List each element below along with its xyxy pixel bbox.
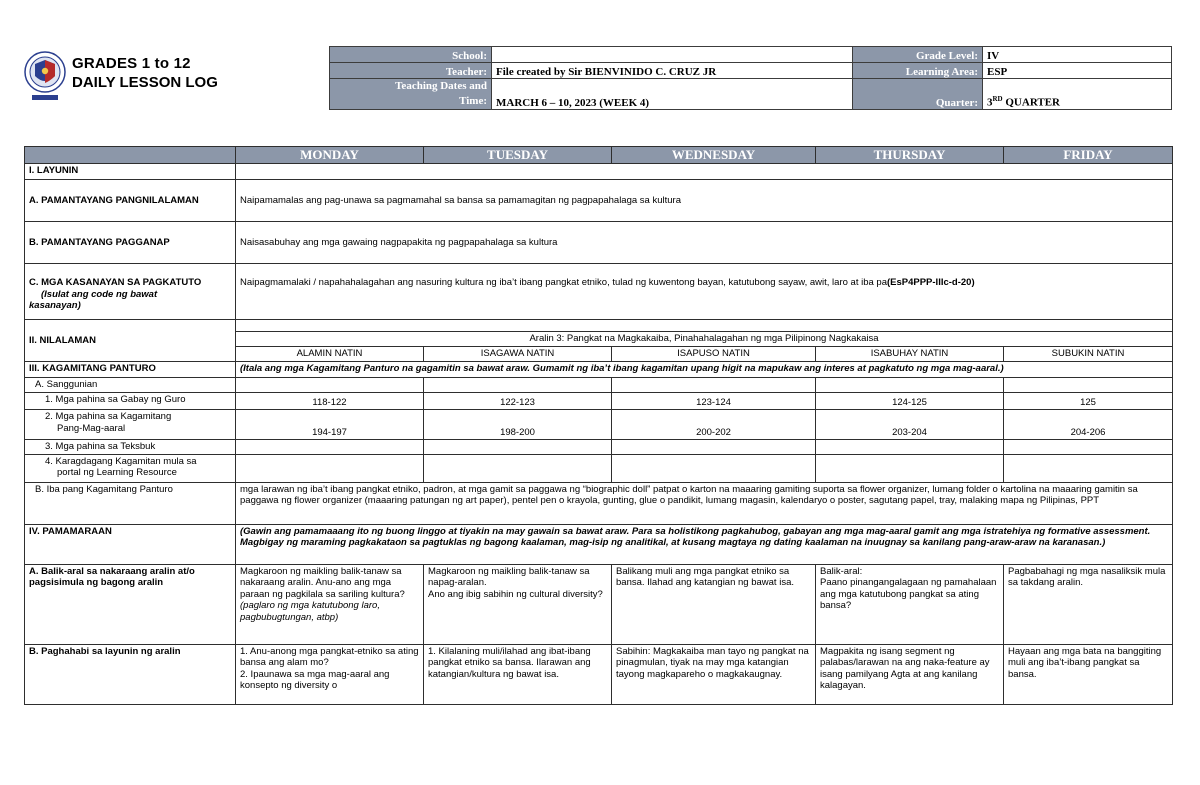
pamantayang-pangnilalaman-label: A. PAMANTAYANG PANGNILALAMAN [25, 180, 236, 222]
subhead-isapuso: ISAPUSO NATIN [612, 347, 816, 362]
paghahabi-mon-line1: 1. Anu-anong mga pangkat-etniko sa ating bansa ang alam mo? [240, 645, 419, 668]
pamantayang-pagganap-text: Naisasabuhay ang mga gawaing nagpapakita ng pagpapahalaga sa kultura [236, 222, 1173, 264]
gabay-thu: 124-125 [816, 393, 1004, 410]
header-info-table [329, 46, 1172, 110]
teaching-dates-label [330, 79, 492, 110]
table-row [25, 378, 1173, 393]
gabay-tue: 122-123 [424, 393, 612, 410]
balik-aral-thu [816, 564, 1004, 644]
balik-aral-mon [236, 564, 424, 644]
table-row [25, 164, 1173, 180]
table-cell [816, 378, 1004, 393]
teaching-dates-label-line1: Teaching Dates and [395, 80, 487, 92]
table-row [25, 222, 1173, 264]
table-row [25, 454, 1173, 482]
table-row [25, 524, 1173, 564]
layunin-label: I. LAYUNIN [25, 164, 236, 180]
days-header-row [25, 147, 1173, 164]
pamamaraan-label: IV. PAMAMARAAN [25, 524, 236, 564]
table-cell [1004, 454, 1173, 482]
balik-aral-thu-line1: Balik-aral: [820, 565, 863, 577]
quarter-value [983, 79, 1172, 110]
paghahabi-mon [236, 644, 424, 704]
kagamitang-wed: 200-202 [612, 410, 816, 440]
balik-aral-mon-italic: (paglaro ng mga katutubong laro, pagbubugtungan, atbp) [240, 600, 380, 623]
table-cell [612, 454, 816, 482]
doc-title-line1: GRADES 1 to 12 [72, 55, 191, 72]
balik-aral-tue-line1: Magkaroon ng maikling balik-tanaw sa napag-aralan. [428, 565, 590, 588]
table-row [25, 264, 1173, 320]
table-row [25, 440, 1173, 455]
table-cell [424, 378, 612, 393]
karagdagan-label [25, 454, 236, 482]
quarter-word: QUARTER [1002, 97, 1060, 109]
kagamitang-mon: 194-197 [236, 410, 424, 440]
paghahabi-mon-line2: 2. Ipaunawa sa mga mag-aaral ang konsepto ng diversity o [240, 668, 390, 691]
grade-level-value: IV [983, 47, 1172, 63]
kagamitang-label [25, 410, 236, 440]
aralin-title: Aralin 3: Pangkat na Magkakaiba, Pinahahalagahan ng mga Pilipinong Nagkakaisa [236, 332, 1173, 347]
kagamitan-label: III. KAGAMITANG PANTURO [25, 362, 236, 378]
pamamaraan-note: (Gawin ang pamamaaang ito ng buong linggo at tiyakin na may gawain sa bawat araw. Para sa holistikong pagkahubog, gabayan ang mga mag-aaral gamit ang mga istratehiya ng formative assessment. Magbigay ng maraming pagkakataon sa pagtuklas ng bagong kaalaman, mag-isip ng analitikal, at kusang magtaya ng dating kaalaman na inuugnay sa kanilang pang-araw-araw na karanasan.) [236, 524, 1173, 564]
teacher-value: File created by Sir BIENVINIDO C. CRUZ JR [492, 63, 853, 79]
school-value [492, 47, 853, 63]
kagamitang-label-line1: 2. Mga pahina sa Kagamitang [45, 411, 172, 422]
nilalaman-label: II. NILALAMAN [25, 320, 236, 362]
day-thursday: THURSDAY [816, 147, 1004, 164]
nilalaman-blank [236, 320, 1173, 332]
table-cell [1004, 378, 1173, 393]
table-cell [236, 440, 424, 455]
table-cell [236, 378, 424, 393]
kagamitang-thu: 203-204 [816, 410, 1004, 440]
paghahabi-wed: Sabihin: Magkakaiba man tayo ng pangkat na pinagmulan, tiyak na may mga katangian tayong magkapareho o magkakaugnay. [612, 644, 816, 704]
kasanayan-code: (EsP4PPP-IIIc-d-20) [886, 277, 975, 288]
table-cell [612, 378, 816, 393]
paghahabi-tue: 1. Kilalaning muli/ilahad ang ibat-ibang pangkat etniko sa bansa. Ilarawan ang katangian/kultura ng bawat isa. [424, 644, 612, 704]
balik-aral-tue [424, 564, 612, 644]
balik-aral-mon-text: Magkaroon ng maikling balik-tanaw sa nakaraang aralin. Anu-ano ang mga paraan ng pagkilala sa sariling kultura? [240, 565, 405, 600]
table-row [25, 393, 1173, 410]
kagamitan-note: (Itala ang mga Kagamitang Panturo na gagamitin sa bawat araw. Gumamit ng iba’t ibang kagamitan upang higit na mapukaw ang interes at pagkatuto ng mga mag-aaral.) [236, 362, 1173, 378]
kasanayan-note-line1: (Isulat ang code ng bawat [41, 288, 158, 300]
balik-aral-wed: Balikang muli ang mga pangkat etniko sa bansa. Ilahad ang katangian ng bawat isa. [612, 564, 816, 644]
teksbuk-label: 3. Mga pahina sa Teksbuk [25, 440, 236, 455]
table-cell [424, 440, 612, 455]
quarter-label: Quarter: [853, 79, 983, 110]
gabay-wed: 123-124 [612, 393, 816, 410]
paghahabi-label: B. Paghahabi sa layunin ng aralin [25, 644, 236, 704]
learning-area-value: ESP [983, 63, 1172, 79]
table-cell [424, 454, 612, 482]
quarter-sup: RD [992, 95, 1003, 104]
gabay-label: 1. Mga pahina sa Gabay ng Guro [25, 393, 236, 410]
day-tuesday: TUESDAY [424, 147, 612, 164]
balik-aral-thu-line2: Paano pinangangalagaan ng pamahalaan ang mga katutubong pangkat sa ating bansa? [820, 577, 997, 611]
school-label: School: [330, 47, 492, 63]
table-row [25, 320, 1173, 332]
subhead-alamin: ALAMIN NATIN [236, 347, 424, 362]
day-wednesday: WEDNESDAY [612, 147, 816, 164]
day-monday: MONDAY [236, 147, 424, 164]
subhead-isagawa: ISAGAWA NATIN [424, 347, 612, 362]
pamantayang-pangnilalaman-text: Naipamamalas ang pag-unawa sa pagmamahal sa bansa sa pamamagitan ng pagpapahalaga sa kultura [236, 180, 1173, 222]
grade-level-label: Grade Level: [853, 47, 983, 63]
learning-area-label: Learning Area: [853, 63, 983, 79]
balik-aral-label: A. Balik-aral sa nakaraang aralin at/o pagsisimula ng bagong aralin [25, 564, 236, 644]
table-row [25, 564, 1173, 644]
table-row [25, 362, 1173, 378]
table-cell [612, 440, 816, 455]
table-cell [816, 440, 1004, 455]
pamantayang-pagganap-label: B. PAMANTAYANG PAGGANAP [25, 222, 236, 264]
paghahabi-fri: Hayaan ang mga bata na banggiting muli ang iba’t-ibang pangkat sa bansa. [1004, 644, 1173, 704]
balik-aral-fri: Pagbabahagi ng mga nasaliksik mula sa takdang aralin. [1004, 564, 1173, 644]
teaching-dates-label-line2: Time: [459, 95, 487, 107]
karagdagan-label-line2: portal ng Learning Resource [57, 467, 177, 478]
table-row [25, 180, 1173, 222]
layunin-blank [236, 164, 1173, 180]
doc-title-line2: DAILY LESSON LOG [72, 74, 218, 91]
balik-aral-tue-line2: Ano ang ibig sabihin ng cultural diversity? [428, 588, 603, 600]
sanggunian-label: A. Sanggunian [25, 378, 236, 393]
day-friday: FRIDAY [1004, 147, 1173, 164]
kasanayan-label: C. MGA KASANAYAN SA PAGKATUTO [29, 277, 202, 288]
quarter-num: 3 [987, 97, 993, 109]
days-header-blank [25, 147, 236, 164]
table-cell [816, 454, 1004, 482]
subhead-subukin: SUBUKIN NATIN [1004, 347, 1173, 362]
table-row [25, 482, 1173, 524]
subhead-isabuhay: ISABUHAY NATIN [816, 347, 1004, 362]
teaching-dates-value: MARCH 6 – 10, 2023 (WEEK 4) [492, 79, 853, 110]
kasanayan-label-cell [25, 264, 236, 320]
teacher-label: Teacher: [330, 63, 492, 79]
gabay-mon: 118-122 [236, 393, 424, 410]
paghahabi-thu: Magpakita ng isang segment ng palabas/larawan na ang naka-feature ay isang pamilyang Agta at ang kanilang kalagayan. [816, 644, 1004, 704]
kasanayan-text-cell [236, 264, 1173, 320]
kagamitang-fri: 204-206 [1004, 410, 1173, 440]
iba-label: B. Iba pang Kagamitang Panturo [25, 482, 236, 524]
lesson-log-table [24, 146, 1173, 705]
table-cell [1004, 440, 1173, 455]
iba-text: mga larawan ng iba’t ibang pangkat etniko, padron, at mga gamit sa paggawa ng “biographic doll” patpat o karton na maaaring gamiting suporta sa flower organizer, lumang folder o kartolina na maaaring gamitin sa paggawa ng flower organizer (maaaring patungan ng art paper), pentel pen o krayola, gunting, glue o pandikit, lumang magasin, kalendaryo o poster, sagutang papel, tray, malaking mapa ng Pilipinas, PPT [236, 482, 1173, 524]
kagamitang-tue: 198-200 [424, 410, 612, 440]
table-cell [236, 454, 424, 482]
gabay-fri: 125 [1004, 393, 1173, 410]
kasanayan-text: Naipagmamalaki / napahahalagahan ang nasuring kultura ng iba’t ibang pangkat etniko, tulad ng kuwentong bayan, katutubong sayaw, awit, laro at iba pa [240, 277, 887, 288]
deped-seal-icon [24, 46, 66, 104]
kasanayan-note-line2: kasanayan) [29, 300, 81, 311]
table-row [25, 644, 1173, 704]
table-row [25, 410, 1173, 440]
karagdagan-label-line1: 4. Karagdagang Kagamitan mula sa [45, 455, 197, 467]
kagamitang-label-line2: Pang-Mag-aaral [57, 422, 126, 434]
